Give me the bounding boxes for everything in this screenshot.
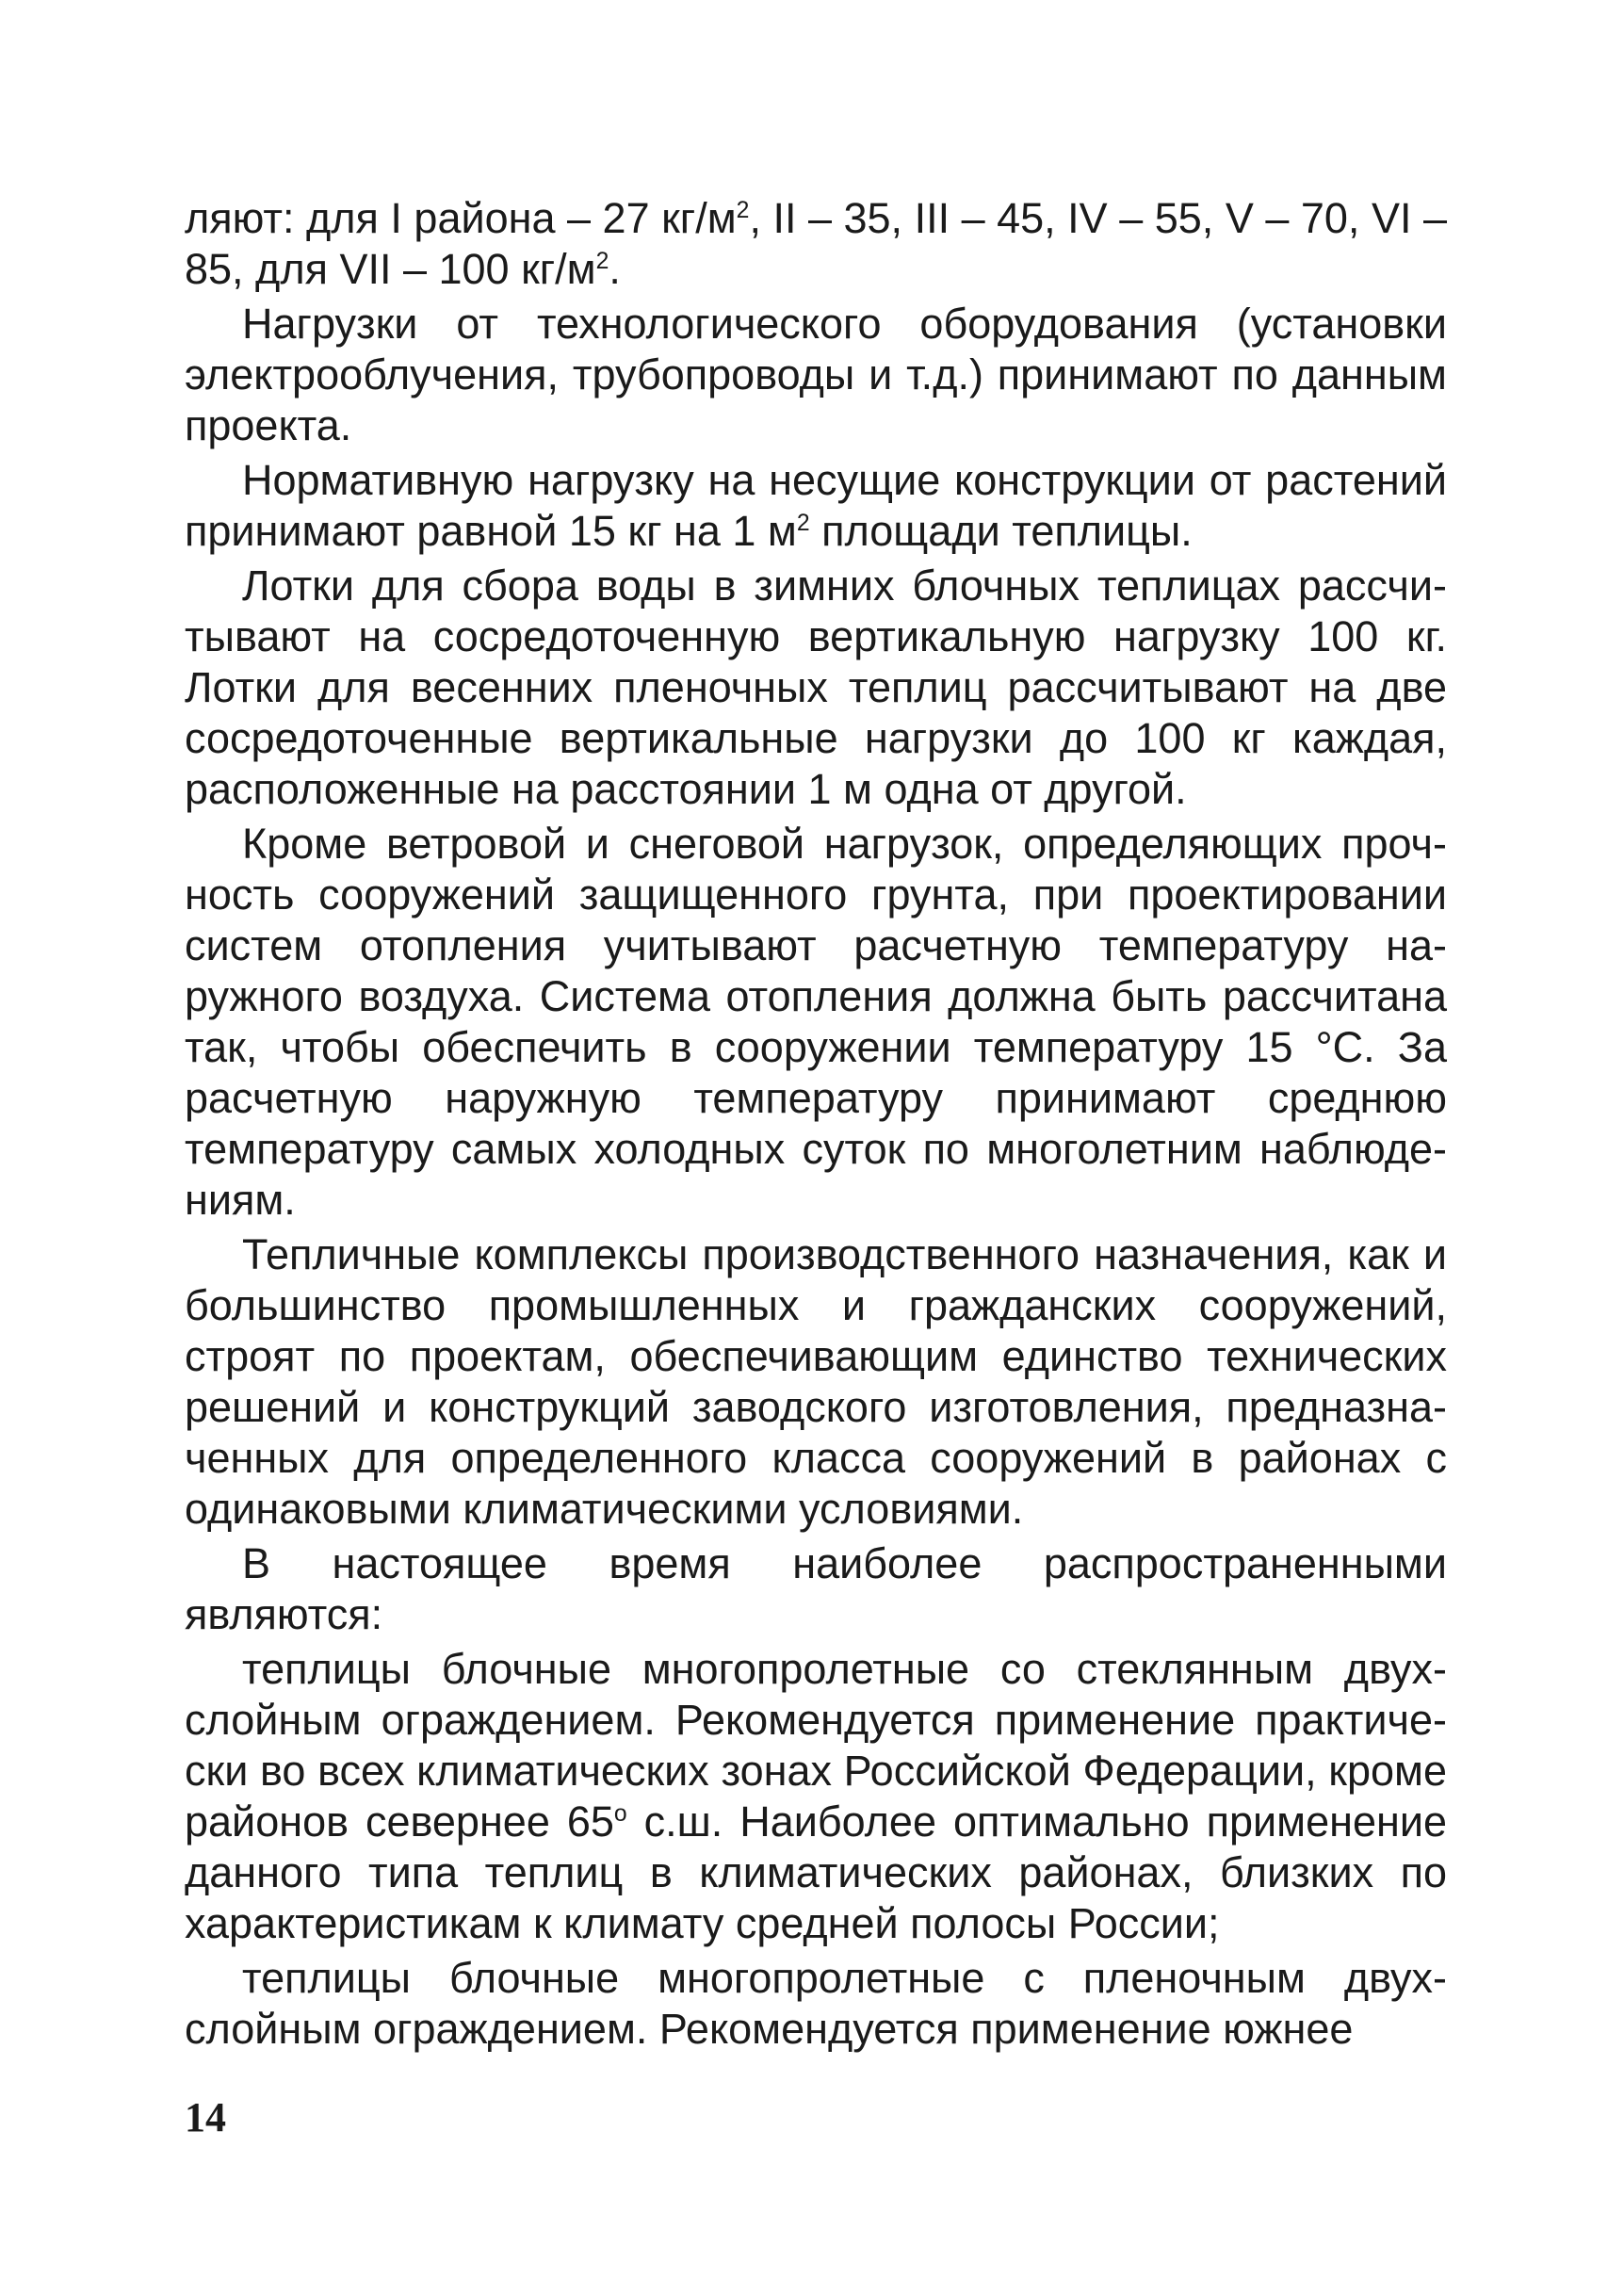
paragraph-glass-greenhouses: теплицы блочные многопролетные со стеклянным двухслойным ограждением. Рекомендуется применение практически во всех климатических зонах Российской Федерации, кроме районов севернее $65^о$ с.ш. Наиболее оптимально применение данного типа теплиц в климатических районах, близких по характеристикам к климату средней полосы России; [185, 1645, 1447, 1947]
page-body [185, 193, 1447, 2058]
paragraph-equipment-loads: Нагрузки от технологического оборудования (установки электрооблучения, трубопроводы и т.д.) принимают по данным проекта. [185, 300, 1447, 449]
paragraph-snow-load-values: ляют: для I района – 27 $кг/м^2$, II – 35, III – 45, IV – 55, V – 70, VI – 85, для VII – 100 $кг/м^2$. [185, 194, 1447, 293]
paragraph-plant-load: Нормативную нагрузку на несущие конструкции от растений принимают равной 15 кг на 1 $м^2$ площади теплицы. [185, 456, 1447, 555]
page-number: 14 [185, 2094, 226, 2140]
paragraph-greenhouse-complexes: Тепличные комплексы производственного назначения, как и большинство промышленных и гражданских сооружений, строят по проектам, обеспечивающим единство технических решений и конструкций заводского изготовления, предназначенных для определенного класса сооружений в районах с одинаковыми климатическими условиями. [185, 1230, 1447, 1533]
paragraph-film-greenhouses: теплицы блочные многопролетные с пленочным двухслойным ограждением. Рекомендуется применение южнее [185, 1954, 1447, 2053]
paragraph-heating: Кроме ветровой и снеговой нагрузок, определяющих прочность сооружений защищенного грунта, при проектировании систем отопления учитывают расчетную температуру наружного воздуха. Система отопления должна быть рассчитана так, чтобы обеспечить в сооружении температуру 15 °С. За расчетную наружную температуру принимают среднюю температуру самых холодных суток по многолетним наблюдениям. [185, 820, 1447, 1224]
paragraph-gutters: Лотки для сбора воды в зимних блочных теплицах рассчитывают на сосредоточенную вертикальную нагрузку 100 кг. Лотки для весенних пленочных теплиц рассчитывают на две сосредоточенные вертикальные нагрузки до 100 кг каждая, расположенные на расстоянии 1 м одна от другой. [185, 561, 1447, 813]
paragraph-most-common: В настоящее время наиболее распространенными являются: [185, 1539, 1447, 1638]
